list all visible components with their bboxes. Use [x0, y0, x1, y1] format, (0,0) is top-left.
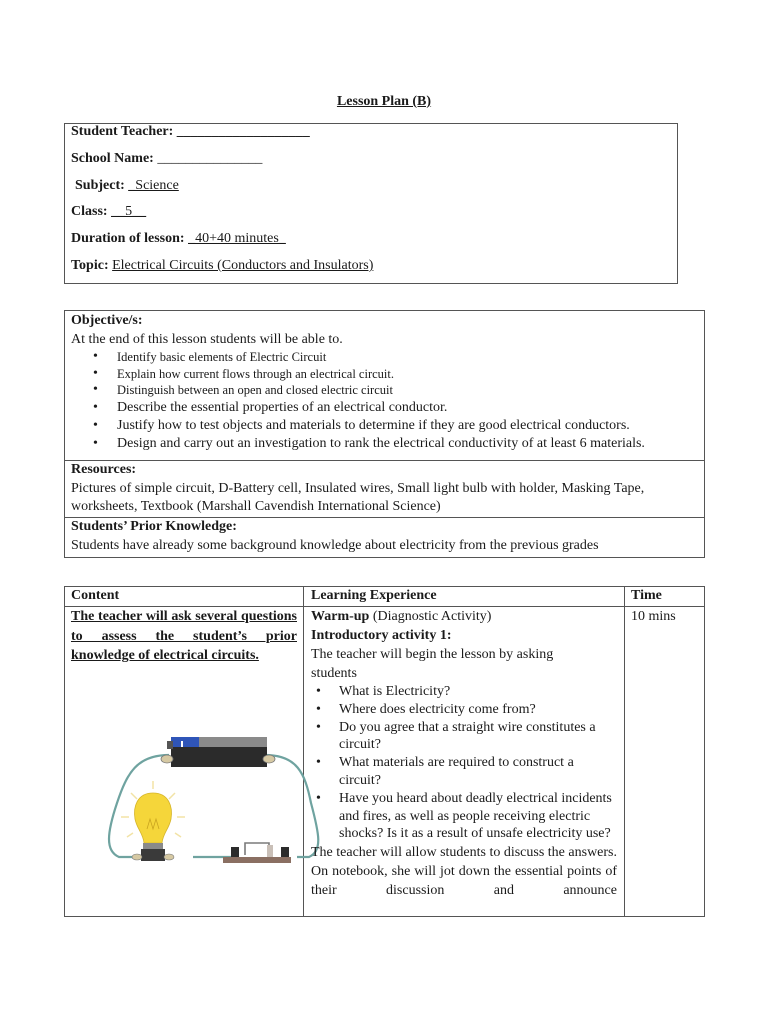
lesson-info-box: [64, 123, 678, 284]
header-content: Content: [71, 588, 120, 603]
subject-label: Subject:: [75, 178, 125, 193]
prior-knowledge-section: [65, 518, 704, 555]
resources-heading: Resources:: [71, 462, 137, 477]
circuit-illustration: [97, 733, 325, 865]
objective-item: • Distinguish between an open and closed electric circuit: [71, 382, 698, 399]
header-time: Time: [631, 588, 662, 603]
question-item: • Have you heard about deadly electrical incidents and fires, as well as people receiving electric shocks? Is it as a result of unsafe electricity use?: [311, 790, 617, 843]
learning-experience-cell: [311, 607, 617, 900]
objectives-list: [71, 349, 698, 453]
warmup-line: [311, 607, 617, 626]
column-divider: [624, 587, 625, 916]
activity-heading: Introductory activity 1:: [311, 628, 452, 643]
question-item: • What materials are required to construct a circuit?: [311, 754, 617, 790]
objectives-heading: Objective/s:: [71, 313, 143, 328]
time-cell: 10 mins: [631, 609, 676, 624]
objective-item: • Describe the essential properties of an electrical conductor.: [71, 399, 698, 417]
school-name-blank: _______________: [153, 151, 263, 166]
objective-item: • Design and carry out an investigation to rank the electrical conductivity of at least 6 materials.: [71, 435, 698, 453]
activity-closing: The teacher will allow students to discuss the answers. On notebook, she will jot down the essential points of their discussion and announce: [311, 845, 617, 899]
questions-list: [311, 683, 617, 843]
student-teacher-blank: ___________________: [173, 124, 310, 139]
class-label: Class:: [71, 204, 108, 219]
duration-row: [71, 231, 286, 247]
objective-item: • Justify how to test objects and materials to determine if they are good electrical conductors.: [71, 417, 698, 435]
question-item: • Do you agree that a straight wire constitutes a circuit?: [311, 719, 617, 755]
activity-intro: The teacher will begin the lesson by asking students: [311, 647, 554, 681]
class-row: [71, 204, 146, 220]
resources-text: Pictures of simple circuit, D-Battery cell, Insulated wires, Small light bulb with holder, Masking Tape, worksheets, Textbook (Marshall Cavendish International Science): [71, 480, 645, 514]
topic-label: Topic:: [71, 258, 109, 273]
duration-value: _40+40 minutes_: [188, 231, 286, 246]
objective-item: • Identify basic elements of Electric Circuit: [71, 349, 698, 366]
warmup-label: Warm-up: [311, 609, 370, 624]
prior-knowledge-text: Students have already some background knowledge about electricity from the previous grades: [71, 537, 599, 553]
student-teacher-row: [71, 124, 310, 140]
resources-section: [65, 461, 704, 517]
student-teacher-label: Student Teacher:: [71, 124, 174, 139]
topic-row: [71, 258, 373, 274]
header-learning-experience: Learning Experience: [311, 588, 437, 603]
objectives-section: [65, 312, 704, 453]
objective-item: • Explain how current flows through an electrical circuit.: [71, 366, 698, 383]
prior-knowledge-heading: Students’ Prior Knowledge:: [71, 519, 237, 534]
class-value: __5__: [111, 204, 147, 219]
objectives-box: [64, 310, 705, 558]
question-item: • What is Electricity?: [311, 683, 617, 701]
subject-value: _Science: [128, 178, 179, 193]
document-title: Lesson Plan (B): [336, 94, 432, 109]
topic-value: Electrical Circuits (Conductors and Insulators): [112, 258, 374, 273]
subject-row: [75, 178, 179, 194]
content-cell-text: The teacher will ask several questions to assess the student’s prior knowledge of electrical circuits.: [71, 609, 297, 663]
school-name-row: [71, 151, 262, 167]
duration-label: Duration of lesson:: [71, 231, 185, 246]
question-item: • Where does electricity come from?: [311, 701, 617, 719]
warmup-note: (Diagnostic Activity): [369, 609, 492, 624]
objectives-intro: At the end of this lesson students will be able to.: [71, 331, 343, 347]
school-name-label: School Name:: [71, 151, 154, 166]
lesson-table: [64, 586, 705, 917]
